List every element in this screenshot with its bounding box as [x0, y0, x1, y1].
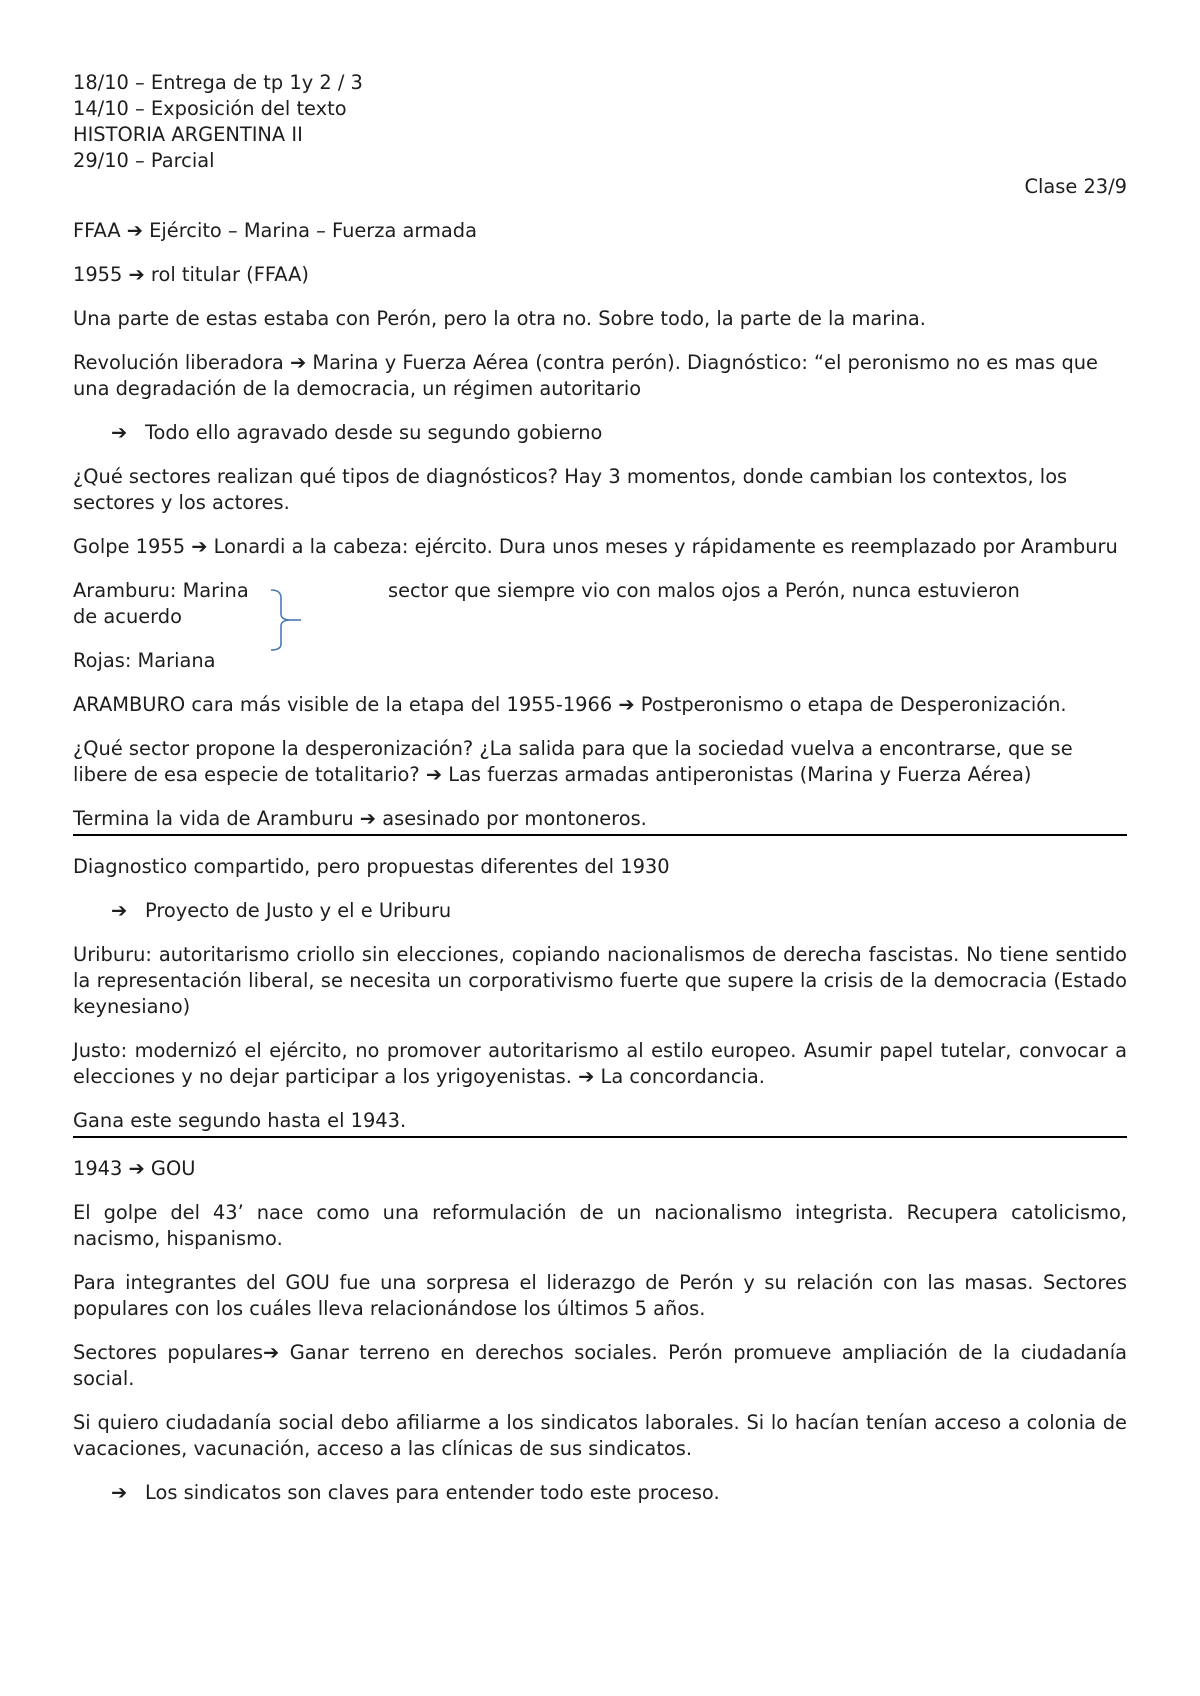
paragraph-termina-aramburu: Termina la vida de Aramburu ➔ asesinado por montoneros. — [73, 806, 1127, 836]
paragraph-gou: 1943 ➔ GOU — [73, 1157, 196, 1180]
paragraph-integrantes-gou: Para integrantes del GOU fue una sorpresa el liderazgo de Perón y su relación con las masas. Sectores populares con los cuáles lleva relacionándose los últimos 5 años. — [73, 1271, 1127, 1320]
paragraph-peron-division: Una parte de estas estaba con Perón, pero la otra no. Sobre todo, la parte de la marina. — [73, 307, 926, 330]
aramburu-row — [73, 578, 1127, 604]
class-date: Clase 23/9 — [1024, 175, 1127, 198]
bullet-justo-uriburu — [73, 898, 1127, 924]
arrow-icon: ➔ — [111, 421, 128, 444]
paragraph-sectores: ¿Qué sectores realizan qué tipos de diagnósticos? Hay 3 momentos, donde cambian los contextos, los sectores y los actores. — [73, 465, 1068, 514]
bullet-sindicatos — [73, 1480, 1127, 1506]
paragraph-golpe-43: El golpe del 43’ nace como una reformulación de un nacionalismo integrista. Recupera catolicismo, nacismo, hispanismo. — [73, 1201, 1127, 1250]
paragraph-revolucion-liberadora: Revolución liberadora ➔ Marina y Fuerza Aérea (contra perón). Diagnóstico: “el peronismo no es mas que una degradación de la democracia, un régimen autoritario — [73, 351, 1098, 400]
paragraph-gana-1943: Gana este segundo hasta el 1943. — [73, 1108, 1127, 1138]
aramburu-description-cont: de acuerdo — [73, 605, 182, 628]
bullet-segundo-gobierno — [73, 420, 1127, 446]
paragraph-desperonizacion: ¿Qué sector propone la desperonización? ¿La salida para que la sociedad vuelva a encontrarse, que se libere de esa especie de totalitario? ➔ Las fuerzas armadas antiperonistas (Marina y Fuerza Aérea) — [73, 737, 1073, 786]
paragraph-golpe-1955: Golpe 1955 ➔ Lonardi a la cabeza: ejército. Dura unos meses y rápidamente es reemplazado por Aramburu — [73, 535, 1118, 558]
paragraph-ciudadania-social: Si quiero ciudadanía social debo afiliarme a los sindicatos laborales. Si lo hacían tenían acceso a colonia de vacaciones, vacunación, acceso a las clínicas de sus sindicatos. — [73, 1411, 1127, 1460]
header-line-1: 18/10 – Entrega de tp 1y 2 / 3 — [73, 71, 363, 94]
aramburu-block — [73, 578, 1127, 630]
bullet-text: Los sindicatos son claves para entender todo este proceso. — [145, 1481, 720, 1504]
arrow-icon: ➔ — [111, 1481, 128, 1504]
bullet-text: Proyecto de Justo y el e Uriburu — [145, 899, 452, 922]
header-notes — [73, 70, 1127, 200]
curly-brace-icon — [269, 588, 309, 652]
header-line-4: 29/10 – Parcial — [73, 149, 215, 172]
aramburu-label: Aramburu: Marina — [73, 579, 249, 602]
bullet-text: Todo ello agravado desde su segundo gobierno — [145, 421, 603, 444]
aramburu-description: sector que siempre vio con malos ojos a Perón, nunca estuvieron — [388, 579, 1020, 602]
header-line-2: 14/10 – Exposición del texto — [73, 97, 347, 120]
paragraph-diagnostico-1930: Diagnostico compartido, pero propuestas diferentes del 1930 — [73, 855, 670, 878]
paragraph-aramburo: ARAMBURO cara más visible de la etapa del 1955-1966 ➔ Postperonismo o etapa de Desperonización. — [73, 693, 1067, 716]
paragraph-justo: Justo: modernizó el ejército, no promover autoritarismo al estilo europeo. Asumir papel tutelar, convocar a elecciones y no dejar participar a los yrigoyenistas. ➔ La concordancia. — [73, 1039, 1127, 1088]
paragraph-1955: 1955 ➔ rol titular (FFAA) — [73, 263, 309, 286]
paragraph-uriburu: Uriburu: autoritarismo criollo sin elecciones, copiando nacionalismos de derecha fascistas. No tiene sentido la representación liberal, se necesita un corporativismo fuerte que supere la crisis de la democracia (Estado keynesiano) — [73, 943, 1127, 1018]
paragraph-sectores-populares: Sectores populares➔ Ganar terreno en derechos sociales. Perón promueve ampliación de la ciudadanía social. — [73, 1341, 1127, 1390]
paragraph-ffaa: FFAA ➔ Ejército – Marina – Fuerza armada — [73, 219, 477, 242]
paragraph-rojas: Rojas: Mariana — [73, 649, 216, 672]
header-line-3: HISTORIA ARGENTINA II — [73, 123, 303, 146]
arrow-icon: ➔ — [111, 899, 128, 922]
